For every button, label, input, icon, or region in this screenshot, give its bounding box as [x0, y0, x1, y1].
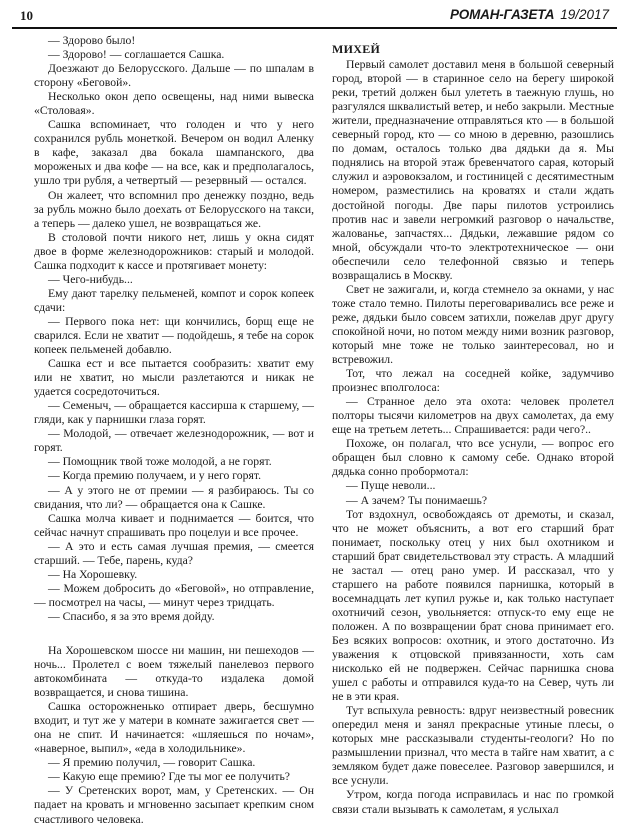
paragraph: — Можем добросить до «Беговой», но отправление, — посмотрел на часы, — минут через тридцать. [34, 581, 314, 609]
paragraph: Тот, что лежал на соседней койке, задумчиво произнес вполголоса: [332, 367, 614, 395]
paragraph: — Здорово было! [48, 34, 136, 47]
paragraph: Сашка вспоминает, что голоден и что у него сохранился рубль монеткой. Вечером он водил Аленку в кафе, заказал два бокала шампанского, два мороженых и два кофе — на все, как и предполагалось, ушло три рубля, а четвертый — резервный — остался. [34, 118, 314, 188]
paragraph: Свет не зажигали, и, когда стемнело за окнами, у нас тоже стало темно. Пилоты переговаривались все реже и реже, дядьки было совсем затихли, пожелав друг другу спокойной ночи, но потом между ними возник разговор, который мне тоже не только заинтересовал, но и встревожил. [332, 282, 614, 367]
publication-title: РОМАН-ГАЗЕТА [450, 7, 555, 22]
paragraph: Похоже, он полагал, что все уснули, — вопрос его обращен был словно к самому себе. Однако второй дядька сонно пробормотал: [332, 437, 614, 479]
paragraph: — Какую еще премию? Где ты мог ее получить? [48, 770, 290, 784]
paragraph: Утром, когда погода исправилась и нас по громкой связи стали вызывать к самолетам, я услыхал [332, 788, 614, 816]
paragraph: Сашка осторожненько отпирает дверь, бесшумно входит, и тут же у матери в комнате зажигается свет — она не спит. И начинается: «шляешься по ночам», «наверное, выпил», «еда в холодильнике». [34, 700, 314, 756]
left-column [34, 34, 314, 827]
page-number: 10 [20, 8, 33, 23]
paragraph: — Помощник твой тоже молодой, а не горят. [48, 455, 272, 469]
paragraph: — А зачем? Ты понимаешь? [346, 493, 488, 507]
paragraph: — У Сретенских ворот, мам, у Сретенских. — Он падает на кровать и мгновенно засыпает крепким сном счастливого человека. [34, 784, 314, 826]
paragraph: Первый самолет доставил меня в большой северный город, второй — в старинное село на берегу широкой реки, третий должен был улететь в таежную глушь, но разгулялся шквалистый ветер, и небо закрыли. Местные жители, предназначение отправляться кто — в большой северный город, кто — со мною в деревню, разошлись по домам, осталось только два дядьки да я. Мы поднялись на второй этаж бревенчатого сарая, который служил и аэровокзалом, и гостиницей с десятиместным номером, разместились на кроватях и стали ждать достойной погоды. Две пары пилотов устроились против нас и завели негромкий разговор о начальстве, жалованье, запчастях... Дядьки, лежавшие рядом со мной, обсуждали что-то электротехническое — они обеспечили село телефонной связью и теперь возвращались в Москву. [332, 58, 614, 282]
issue-number: 19/2017 [560, 7, 609, 22]
paragraph: — Я премию получил, — говорит Сашка. [48, 756, 256, 770]
paragraph: В столовой почти никого нет, лишь у окна сидят двое в форме железнодорожников: старый и молодой. Сашка подходит к кассе и протягивает монету: [34, 230, 314, 272]
paragraph: — Здорово! — соглашается Сашка. [48, 48, 225, 62]
paragraph: — Когда премию получаем, и у него горят. [48, 469, 262, 483]
paragraph: — А у этого не от премии — я разбираюсь. Ты со свидания, что ли? — обращается она к Сашке. [34, 483, 314, 511]
header-rule [12, 27, 617, 29]
paragraph: Сашка ест и все пытается сообразить: хватит ему или не хватит, но мысли разлетаются и никак не удается сосредоточиться. [34, 357, 314, 399]
paragraph: — Странное дело эта охота: человек пролетел полторы тысячи километров на двух самолетах, да ему еще на третьем лететь... Спрашивается: ради чего?.. [332, 395, 614, 437]
paragraph: — Молодой, — отвечает железнодорожник, — вот и горят. [34, 427, 314, 455]
paragraph: Ему дают тарелку пельменей, компот и сорок копеек сдачи: [34, 286, 314, 314]
paragraph: Тот вздохнул, освобождаясь от дремоты, и сказал, что не может объяснить, а вот его старший брат понимает, поскольку отец у них был охотником и старший брат свидетельствовал эту страсть. А младший не застал — отец рано умер. И рассказал, что у старшего на работе появился парнишка, который в восемнадцать лет купил ружье и, как только наступает охотничий сезон, увольняется: отпуск-то ему еще не положен. А по возвращении брат снова принимает его. Без всяких вопросов: охотник, и этого достаточно. Из уважения к отцовской привязанности, хоть сам нисколько ей не подвержен. Сейчас парнишка снова ушел с работы и отправился куда-то на Север, чуть ли не в эти края. [332, 507, 614, 704]
paragraph: Несколько окон депо освещены, над ними вывеска «Столовая». [34, 90, 314, 118]
section-title: МИХЕЙ [332, 42, 381, 56]
paragraph: — Пуще неволи... [346, 479, 436, 493]
right-column [332, 34, 614, 817]
paragraph: Тут вспыхула ревность: вдруг неизвестный ровесник опередил меня и занял прекрасные утиные плесы, о которых мне рассказывали студенты-геологи? Но по размышлении признал, что места в тайге нам хватит, а с земляком будет даже повеселее. Разговор завершился, и все уснули. [332, 704, 614, 788]
page-header [12, 0, 619, 28]
paragraph: — Спасибо, я за это время дойду. [48, 609, 215, 623]
paragraph: Сашка молча кивает и поднимается — боится, что сейчас начнут спрашивать про поцелуи и все прочее. [34, 511, 314, 539]
paragraph: На Хорошевском шоссе ни машин, ни пешеходов — ночь... Пролетел с воем тяжелый панелевоз первого автокомбината — откуда-то издалека домой возвращается, и снова тишина. [34, 643, 314, 700]
paragraph: Доезжают до Белорусского. Дальше — по шпалам в сторону «Беговой». [34, 62, 314, 90]
paragraph: — На Хорошевку. [48, 567, 138, 581]
paragraph: — А это и есть самая лучшая премия, — смеется старший. — Тебе, парень, куда? [34, 539, 314, 567]
paragraph: — Первого пока нет: щи кончились, борщ еще не сварился. Если не хватит — подойдешь, я тебе на сорок копеек пельменей добавлю. [34, 314, 314, 357]
paragraph: Он жалеет, что вспомнил про денежку поздно, ведь за рубль можно было доехать от Белорусского на такси, а теперь — далеко ушел, не возвращаться же. [34, 188, 314, 230]
paragraph: — Чего-нибудь... [48, 272, 133, 286]
paragraph: — Семеныч, — обращается кассирша к старшему, — гляди, как у парнишки глаза горят. [34, 399, 314, 427]
